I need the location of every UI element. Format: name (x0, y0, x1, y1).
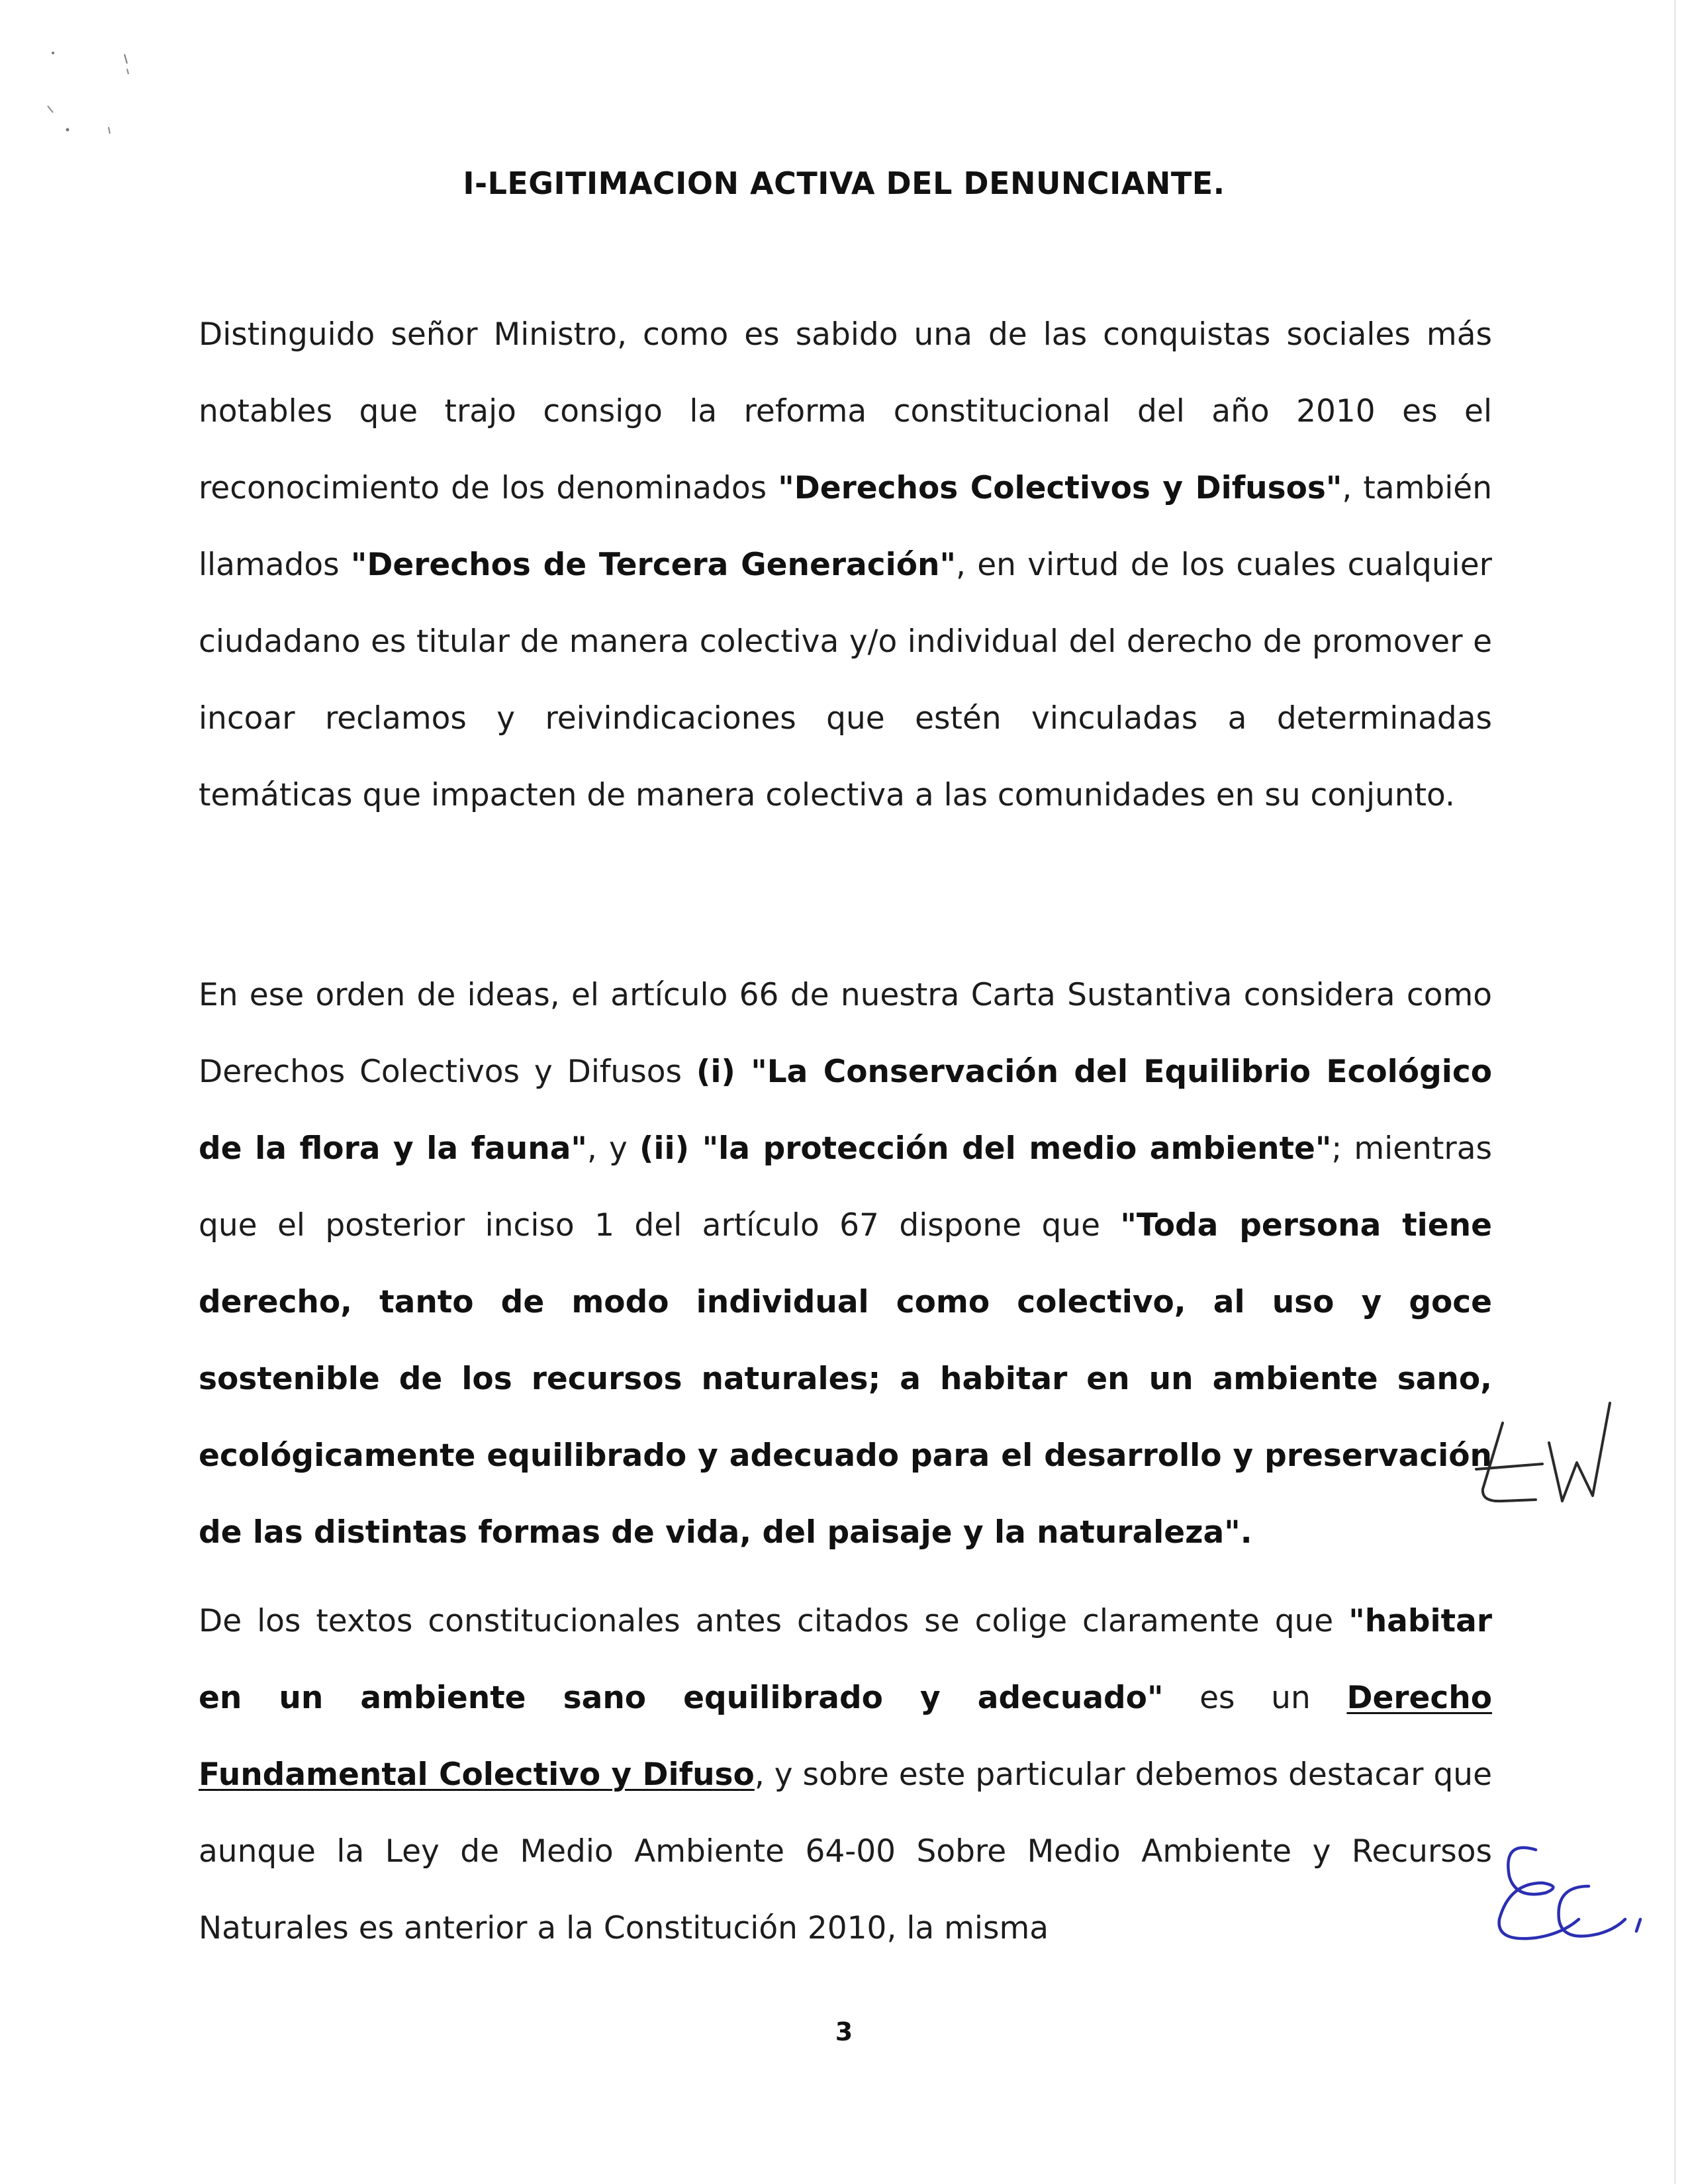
paragraph-1-text-2: , también llamados (199, 470, 1492, 583)
paragraph-2 (199, 957, 1492, 1571)
section-heading: I-LEGITIMACION ACTIVA DEL DENUNCIANTE. (463, 165, 1225, 201)
paragraph-3-bold-1: "habitar en un ambiente sano equilibrado y adecuado" (199, 1603, 1492, 1716)
paragraph-1-text-3: , en virtud de los cuales cualquier ciudadano es titular de manera colectiva y/o individual del derecho de promover e incoar reclamos y reivindicaciones que estén vinculadas a determinadas temáticas que impacten de manera colectiva a las comunidades en su conjunto. (199, 547, 1492, 813)
paragraph-3-text-1: De los textos constitucionales antes citados se colige claramente que (199, 1603, 1349, 1639)
paragraph-1-bold-2: "Derechos de Tercera Generación" (350, 547, 956, 583)
paragraph-1 (199, 296, 1492, 834)
paragraph-2-text-3: ; mientras que el posterior inciso 1 del artículo 67 dispone que (199, 1130, 1492, 1244)
paragraph-2-text-1: En ese orden de ideas, el artículo 66 de nuestra Carta Sustantiva considera como Derechos Colectivos y Difusos (199, 977, 1492, 1090)
handwritten-initials-blue-icon (1483, 1820, 1655, 1952)
paragraph-2-bold-2: (ii) "la protección del medio ambiente" (639, 1130, 1332, 1167)
paragraph-1-bold-1: "Derechos Colectivos y Difusos" (778, 470, 1342, 506)
paragraph-3 (199, 1583, 1492, 1967)
paragraph-3-text-3: , y sobre este particular debemos destacar que aunque la Ley de Medio Ambiente 64-00 Sobre Medio Ambiente y Recursos Naturales es anterior a la Constitución 2010, la misma (199, 1756, 1492, 1946)
paragraph-2-bold-1: (i) "La Conservación del Equilibrio Ecológico de la flora y la fauna" (199, 1054, 1492, 1167)
paragraph-2-bold-3: "Toda persona tiene derecho, tanto de modo individual como colectivo, al uso y goce sostenible de los recursos naturales; a habitar en un ambiente sano, ecológicamente equilibrado y adecuado para el desarrollo y preservación de las distintas formas de vida, del paisaje y la naturaleza". (199, 1207, 1493, 1551)
paragraph-3-underline: Derecho Fundamental Colectivo y Difuso (199, 1680, 1492, 1793)
page-number: 3 (835, 2017, 853, 2046)
paragraph-1-text-1: Distinguido señor Ministro, como es sabido una de las conquistas sociales más notables que trajo consigo la reforma constitucional del año 2010 es el reconocimiento de los denominados (199, 316, 1492, 506)
scan-specks (40, 40, 132, 159)
page-edge (1674, 0, 1676, 2184)
paragraph-3-text-2: es un (1163, 1680, 1347, 1716)
handwritten-initials-black-icon (1463, 1390, 1622, 1522)
paragraph-2-text-2: , y (586, 1130, 639, 1167)
